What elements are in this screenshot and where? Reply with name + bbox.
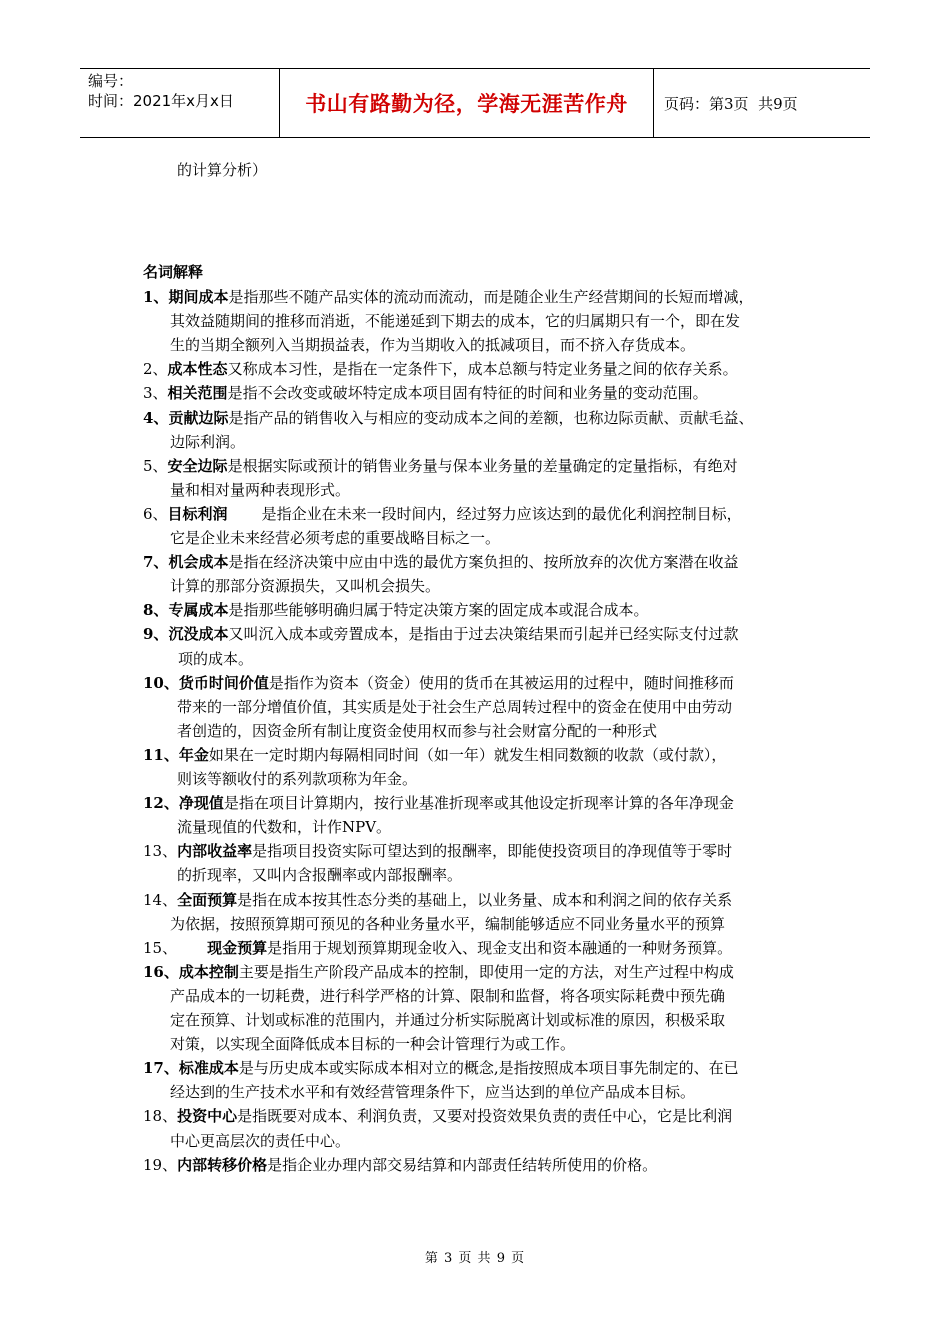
definition-continuation-line: 流量现值的代数和，计作NPV。 — [177, 818, 392, 837]
definition-first-line — [143, 1058, 739, 1078]
definition-continuation-line: 定在预算、计划或标准的范围内，并通过分析实际脱离计划或标准的原因，积极采取 — [170, 1011, 726, 1029]
header-meta — [80, 69, 280, 137]
definition-number: 9、 — [143, 625, 169, 644]
page-footer: 第 3 页 共 9 页 — [424, 1251, 526, 1266]
definition-continuation-line: 对策，以实现全面降低成本目标的一种会计管理行为或工作。 — [170, 1035, 576, 1054]
definition-continuation-line: 者创造的，因资金所有制让度资金使用权而参与社会财富分配的一种形式 — [177, 721, 658, 740]
definition-first-line — [143, 552, 738, 572]
definition-first-line — [143, 1155, 657, 1175]
definition-term: 专属成本 — [168, 601, 229, 620]
intro-tail: 的计算分析） — [177, 161, 268, 179]
page-header — [80, 68, 870, 138]
definition-continuation-line: 的折现率，又叫内含报酬率或内部报酬率。 — [177, 866, 463, 885]
definition-continuation-line: 项的成本。 — [178, 649, 254, 668]
definition-term: 全面预算 — [177, 890, 238, 909]
definition-text: 如果在一定时期内每隔相同时间（如一年）就发生相同数额的收款（或付款）， — [208, 745, 727, 764]
definition-text: 是指不会改变或破坏特定成本项目固有特征的时间和业务量的变动范围。 — [227, 384, 708, 403]
definition-continuation-line: 为依据，按照预算期可预见的各种业务量水平，编制能够适应不同业务量水平的预算 — [170, 914, 726, 933]
definition-continuation-line: 中心更高层次的责任中心。 — [170, 1131, 351, 1150]
definition-term: 贡献边际 — [168, 408, 229, 427]
definition-term: 相关范围 — [167, 384, 228, 403]
definition-text: 是指在经济决策中应由中选的最优方案负担的、按所放弃的次优方案潜在收益 — [228, 553, 739, 572]
definition-term: 净现值 — [178, 794, 224, 813]
definition-first-line — [143, 745, 726, 765]
definition-number: 3、 — [143, 384, 168, 403]
definition-number: 4、 — [143, 408, 169, 427]
definition-continuation-line: 则该等额收付的系列款项称为年金。 — [177, 770, 418, 788]
definition-first-line — [143, 600, 648, 620]
definition-continuation-line: 生的当期全额列入当期损益表，作为当期收入的抵减项目，而不挤入存货成本。 — [170, 336, 696, 355]
definition-number: 17、 — [143, 1059, 179, 1078]
page-number-label — [654, 69, 870, 137]
definition-continuation-line: 其效益随期间的推移而消逝，不能递延到下期去的成本，它的归属期只有一个，即在发 — [170, 312, 741, 331]
definition-first-line — [143, 938, 732, 958]
definition-term: 标准成本 — [178, 1059, 239, 1078]
definition-term: 期间成本 — [168, 288, 229, 306]
definition-text: 是指在项目计算期内，按行业基准折现率或其他设定折现率计算的各年净现金 — [223, 794, 734, 813]
definition-number: 10、 — [143, 673, 179, 692]
definition-number: 7、 — [143, 553, 169, 572]
definition-number: 5、 — [143, 456, 168, 475]
definition-term: 沉没成本 — [168, 625, 229, 644]
definition-text: 是指作为资本（资金）使用的货币在其被运用的过程中，随时间推移而 — [268, 673, 734, 692]
definition-first-line — [143, 841, 732, 861]
definition-term: 成本性态 — [167, 360, 228, 379]
definition-text: 又叫沉入成本或旁置成本，是指由于过去决策结果而引起并已经实际支付过款 — [228, 625, 739, 644]
definition-text: 是指那些能够明确归属于特定决策方案的固定成本或混合成本。 — [228, 601, 649, 620]
definition-term: 成本控制 — [178, 962, 239, 981]
definition-term: 机会成本 — [168, 553, 229, 572]
definition-number: 18、 — [143, 1107, 178, 1126]
definition-text: 是指用于规划预算期现金收入、现金支出和资本融通的一种财务预算。 — [267, 938, 733, 957]
definition-first-line — [143, 673, 734, 693]
definition-first-line — [143, 456, 738, 476]
definition-number: 15、 — [143, 938, 178, 957]
definition-term: 现金预算 — [207, 938, 268, 957]
definition-text: 又称成本习性，是指在一定条件下，成本总额与特定业务量之间的依存关系。 — [227, 360, 738, 379]
definition-continuation-line: 计算的那部分资源损失，又叫机会损失。 — [170, 577, 441, 596]
definition-first-line — [143, 287, 753, 307]
motto: 书山有路勤为径，学海无涯苦作舟 — [280, 69, 654, 137]
definition-text: 是指产品的销售收入与相应的变动成本之间的差额，也称边际贡献、贡献毛益、 — [228, 408, 754, 427]
definition-term: 年金 — [178, 745, 209, 764]
definition-term: 安全边际 — [167, 456, 228, 475]
definition-continuation-line: 经达到的生产技术水平和有效经营管理条件下，应当达到的单位产品成本目标。 — [170, 1083, 696, 1102]
definition-term: 货币时间价值 — [178, 673, 269, 692]
definition-first-line — [143, 890, 732, 910]
definition-number: 2、 — [143, 360, 168, 379]
definition-text: 是指在成本按其性态分类的基础上，以业务量、成本和利润之间的依存关系 — [237, 890, 733, 909]
definition-term: 投资中心 — [177, 1107, 238, 1126]
definition-number: 19、 — [143, 1155, 178, 1174]
definition-first-line — [143, 504, 742, 524]
definition-number: 14、 — [143, 890, 178, 909]
definition-term: 内部转移价格 — [177, 1155, 268, 1174]
definition-number: 12、 — [143, 794, 179, 813]
definition-number: 16、 — [143, 962, 179, 981]
definition-number: 11、 — [143, 745, 179, 764]
definition-text: 是根据实际或预计的销售业务量与保本业务量的差量确定的定量指标，有绝对 — [227, 456, 738, 475]
definition-number: 1、 — [143, 288, 169, 306]
definition-text: 是与历史成本或实际成本相对立的概念,是指按照成本项目事先制定的、在已 — [238, 1059, 739, 1078]
section-title: 名词解释 — [143, 263, 204, 281]
page-label: 页码：第3页 共9页 — [664, 94, 798, 113]
definition-continuation-line: 它是企业未来经营必须考虑的重要战略目标之一。 — [170, 529, 501, 547]
definition-first-line — [143, 359, 738, 379]
definition-term: 内部收益率 — [177, 842, 253, 861]
definition-first-line — [143, 624, 738, 644]
definition-text: 是指企业办理内部交易结算和内部责任结转所使用的价格。 — [267, 1155, 658, 1174]
definition-term: 目标利润 — [167, 504, 228, 523]
definition-text: 是指那些不随产品实体的流动而流动，而是随企业生产经营期间的长短而增减， — [228, 288, 754, 306]
code-label: 编号： — [88, 72, 134, 90]
definition-first-line — [143, 408, 753, 428]
definition-number: 6、 — [143, 504, 168, 523]
definition-text: 是指企业在未来一段时间内，经过努力应该达到的最优化利润控制目标， — [261, 504, 742, 523]
definition-first-line — [143, 383, 708, 403]
definition-text: 是指项目投资实际可望达到的报酬率，即能使投资项目的净现值等于零时 — [252, 842, 733, 861]
definition-first-line — [143, 962, 734, 982]
definition-first-line — [143, 793, 734, 813]
definition-number: 8、 — [143, 601, 169, 620]
definition-continuation-line: 带来的一部分增值价值，其实质是处于社会生产总周转过程中的资金在使用中由劳动 — [177, 697, 733, 716]
date-label: 时间：2021年x月x日 — [88, 92, 234, 110]
definition-first-line — [143, 1106, 732, 1126]
definition-continuation-line: 产品成本的一切耗费，进行科学严格的计算、限制和监督，将各项实际耗费中预先确 — [170, 986, 726, 1005]
definition-continuation-line: 边际利润。 — [170, 432, 246, 451]
definition-continuation-line: 量和相对量两种表现形式。 — [170, 480, 351, 499]
definition-text: 主要是指生产阶段产品成本的控制，即使用一定的方法，对生产过程中构成 — [238, 962, 734, 981]
definition-number: 13、 — [143, 842, 178, 861]
definition-text: 是指既要对成本、利润负责，又要对投资效果负责的责任中心，它是比利润 — [237, 1107, 733, 1126]
